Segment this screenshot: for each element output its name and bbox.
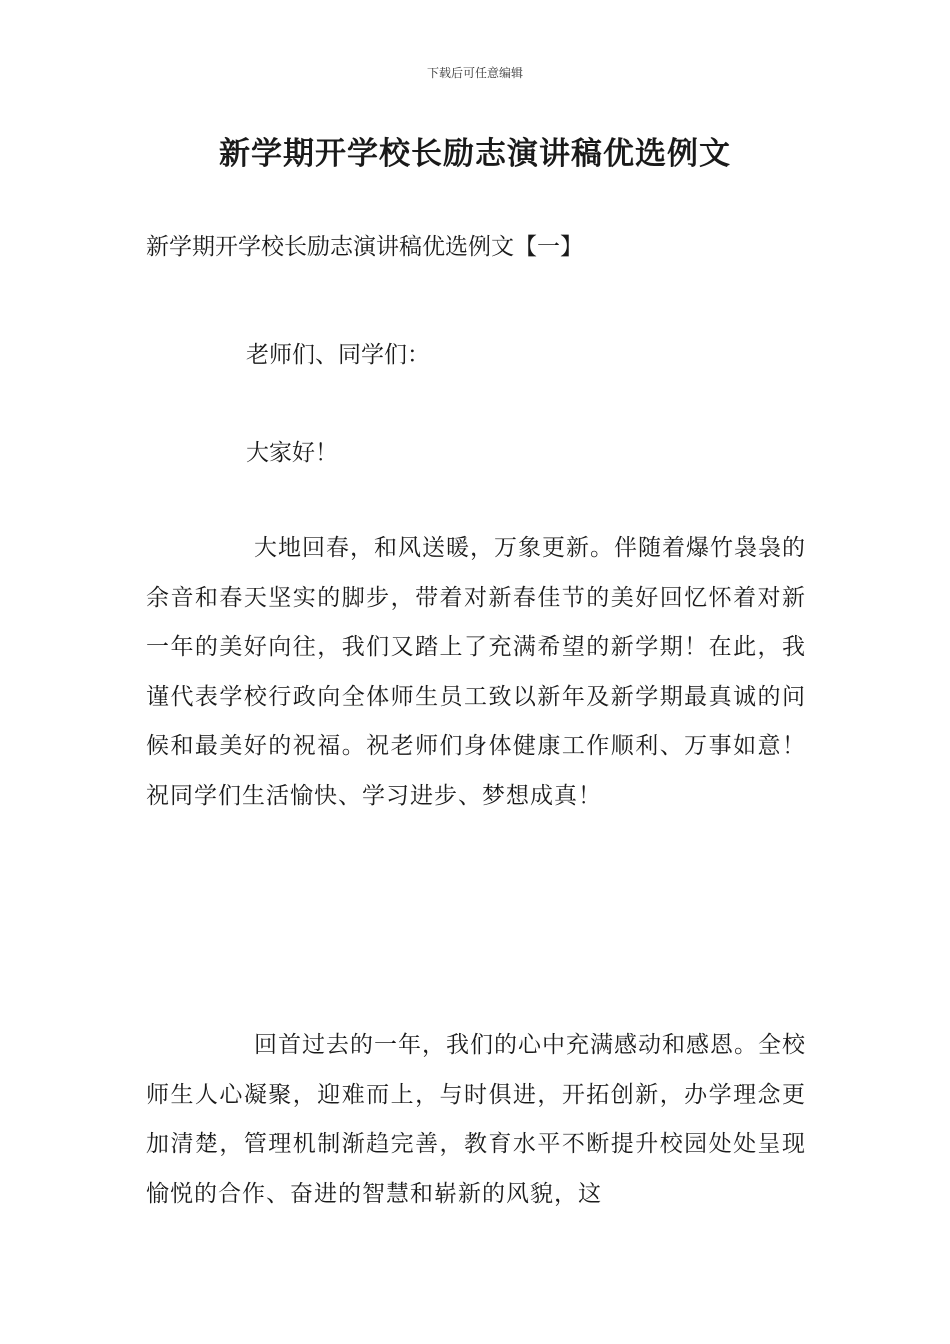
document-title: 新学期开学校长励志演讲稿优选例文 — [219, 136, 731, 172]
salutation-teachers-students: 老师们、同学们： — [246, 342, 430, 368]
body-paragraph: 回首过去的一年，我们的心中充满感动和感恩。全校师生人心凝聚，迎难而上，与时俱进，开拓创新，办学理念更加清楚，管理机制渐趋完善，教育水平不断提升校园处处呈现愉悦的合作、奋进的智慧和崭新的风貌，这 — [146, 1032, 806, 1207]
header-note: 下载后可任意编辑 — [426, 66, 523, 80]
body-paragraph: 大地回春，和风送暖，万象更新。伴随着爆竹袅袅的余音和春天坚实的脚步，带着对新春佳节的美好回忆怀着对新一年的美好向往，我们又踏上了充满希望的新学期！在此，我谨代表学校行政向全体师生员工致以新年及新学期最真诚的问候和最美好的祝福。祝老师们身体健康工作顺利、万事如意！祝同学们生活愉快、学习进步、梦想成真！ — [146, 535, 806, 809]
salutation-greeting: 大家好！ — [246, 440, 338, 466]
section-heading: 新学期开学校长励志演讲稿优选例文【一】 — [146, 234, 583, 260]
